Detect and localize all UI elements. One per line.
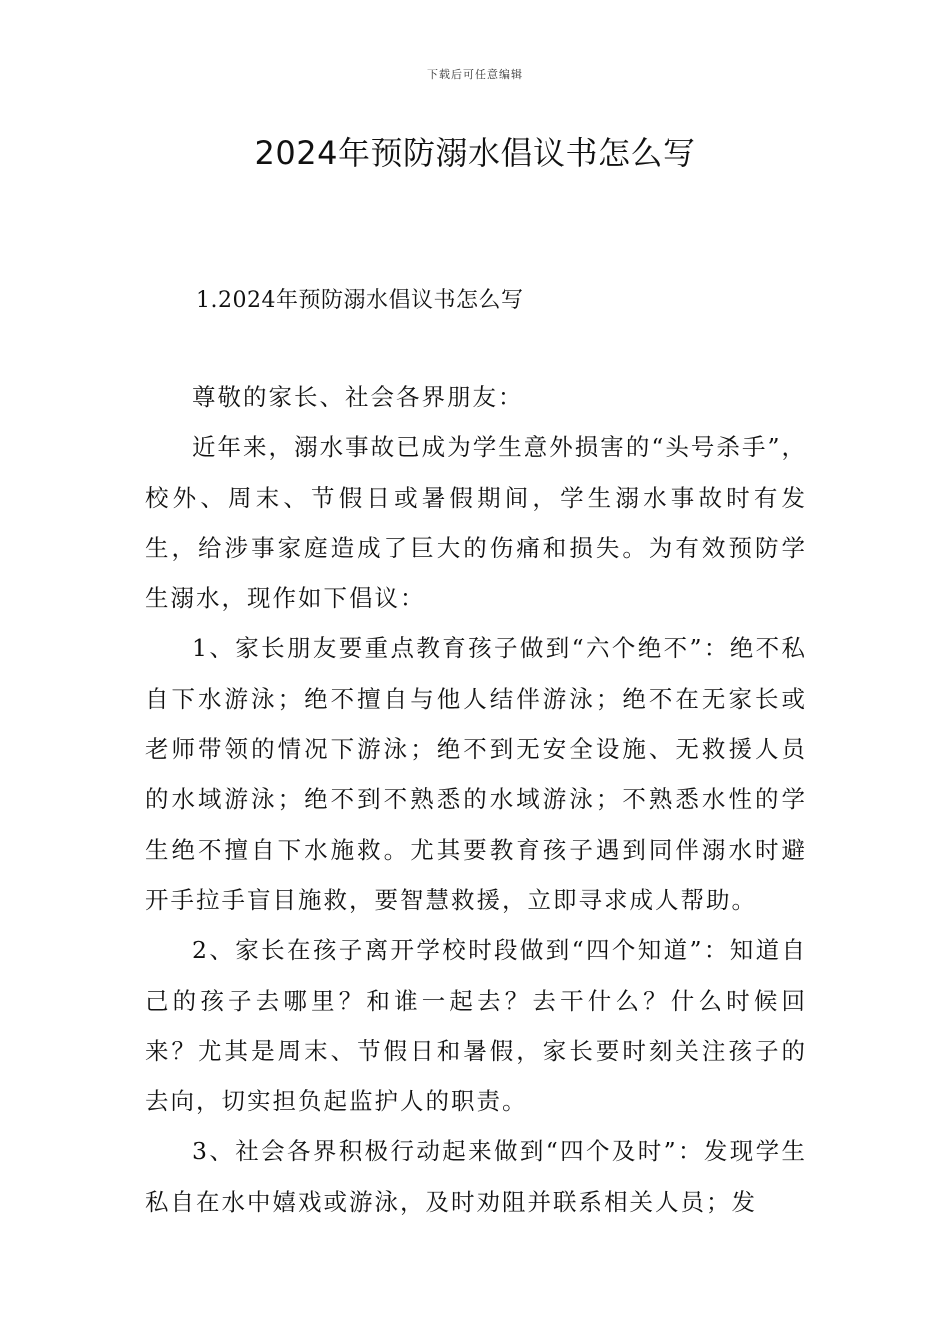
paragraph-item-3: 3、社会各界积极行动起来做到“四个及时”：发现学生私自在水中嬉戏或游泳，及时劝阻并联系相关人员；发 — [145, 1137, 807, 1216]
document-body — [145, 372, 807, 1227]
document-title: 2024年预防溺水倡议书怎么写 — [254, 134, 696, 172]
paragraph-intro: 近年来，溺水事故已成为学生意外损害的“头号杀手”，校外、周末、节假日或暑假期间，学生溺水事故时有发生，给涉事家庭造成了巨大的伤痛和损失。为有效预防学生溺水，现作如下倡议： — [145, 433, 807, 613]
paragraph-item-1: 1、家长朋友要重点教育孩子做到“六个绝不”：绝不私自下水游泳；绝不擅自与他人结伴游泳；绝不在无家长或老师带领的情况下游泳；绝不到无安全设施、无救援人员的水域游泳；绝不到不熟悉的水域游泳；不熟悉水性的学生绝不擅自下水施救。尤其要教育孩子遇到同伴溺水时避开手拉手盲目施救，要智慧救援，立即寻求成人帮助。 — [145, 634, 807, 914]
section-heading: 1.2024年预防溺水倡议书怎么写 — [196, 288, 524, 313]
salutation: 尊敬的家长、社会各界朋友： — [192, 383, 524, 411]
paragraph-item-2: 2、家长在孩子离开学校时段做到“四个知道”：知道自己的孩子去哪里？和谁一起去？去干什么？什么时候回来？尤其是周末、节假日和暑假，家长要时刻关注孩子的去向，切实担负起监护人的职责。 — [145, 936, 807, 1116]
header-note: 下载后可任意编辑 — [427, 68, 523, 81]
